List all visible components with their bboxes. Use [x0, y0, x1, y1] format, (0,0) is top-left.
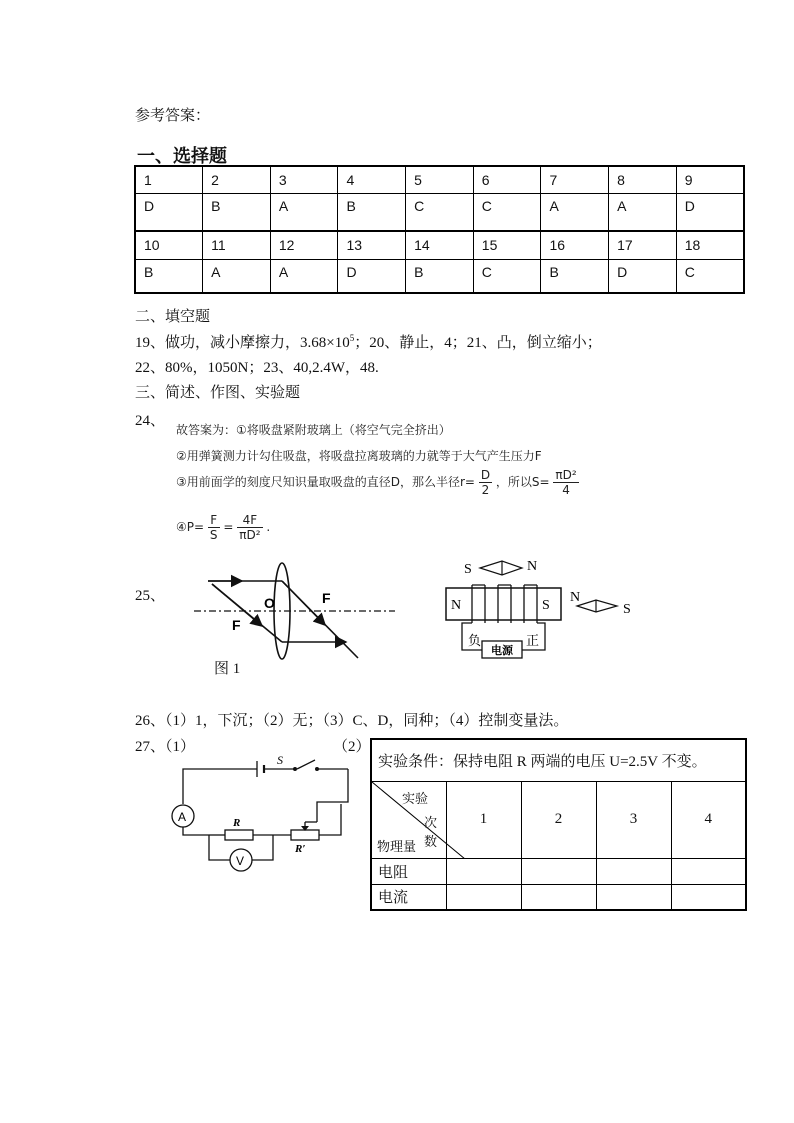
question-number: 2	[203, 166, 271, 193]
diagonal-label-quantity: 物理量	[377, 838, 417, 854]
section-fill-title: 二、填空题	[135, 309, 211, 325]
q26-answer: 26、（1）1，下沉；（2）无；（3）C、D，同种；（4）控制变量法。	[135, 713, 569, 729]
question-number: 12	[270, 231, 338, 259]
trial-number: 2	[521, 781, 596, 858]
q24-step-4	[176, 513, 270, 542]
row-label-current: 电流	[371, 884, 446, 910]
table-row	[135, 166, 744, 193]
question-number: 6	[473, 166, 541, 193]
numerator: πD²	[555, 468, 577, 482]
wire	[183, 827, 209, 835]
table-row	[135, 193, 744, 231]
trial-number: 4	[671, 781, 746, 858]
question-number: 7	[541, 166, 609, 193]
fill-answer-line-1	[135, 331, 602, 352]
numerator: D	[480, 468, 491, 482]
empty-cell	[521, 858, 596, 884]
focus-label: F	[232, 617, 241, 633]
power-label: 电源	[491, 644, 513, 657]
answer-cell: C	[473, 259, 541, 293]
fraction-pressure	[208, 513, 220, 542]
question-number: 10	[135, 231, 203, 259]
answer-cell: A	[541, 193, 609, 231]
switch-lever	[297, 760, 315, 769]
core-pole-label: S	[542, 598, 550, 613]
denominator: S	[209, 528, 218, 542]
fraction-radius	[479, 468, 492, 497]
answer-cell: B	[541, 259, 609, 293]
q25-label: 25、	[135, 588, 166, 604]
wire	[209, 835, 230, 860]
table-row	[135, 259, 744, 293]
q24-label: 24、	[135, 413, 166, 429]
empty-cell	[446, 884, 521, 910]
page-heading: 参考答案：	[135, 108, 211, 124]
trial-number: 1	[446, 781, 521, 858]
wire	[183, 769, 257, 804]
answer-cell: A	[203, 259, 271, 293]
wire	[319, 804, 341, 835]
table-row	[371, 739, 746, 781]
numerator: 4F	[237, 513, 262, 528]
empty-cell	[521, 884, 596, 910]
q27-label: 27、（1）	[135, 739, 196, 755]
question-number: 11	[203, 231, 271, 259]
diagonal-label-count: 次数	[424, 814, 438, 849]
fill-answer-line-2: 22、80%，1050N；23、40,2.4W，48.	[135, 360, 379, 376]
answer-cell: A	[609, 193, 677, 231]
period: .	[266, 520, 271, 534]
q24-step-4-text: ④P=	[176, 520, 205, 534]
answer-cell: A	[270, 259, 338, 293]
answer-cell: D	[676, 193, 744, 231]
question-number: 13	[338, 231, 406, 259]
needle-pole-label: S	[623, 602, 631, 617]
question-number: 8	[609, 166, 677, 193]
question-number: 17	[609, 231, 677, 259]
q27-part2-label: （2）	[333, 739, 371, 755]
terminal-negative-label: 负	[468, 634, 482, 649]
answer-cell: B	[203, 193, 271, 231]
circuit-diagram	[165, 752, 355, 882]
resistor-R	[225, 830, 253, 840]
needle-pole-label: N	[527, 559, 538, 574]
q24-step-3	[176, 468, 579, 497]
table-row	[371, 884, 746, 910]
denominator: 4	[562, 483, 570, 497]
row-label-resistance: 电阻	[371, 858, 446, 884]
rheostat	[291, 830, 319, 840]
fraction-pressure-result	[237, 513, 262, 542]
question-number: 1	[135, 166, 203, 193]
compass-needle-icon	[480, 561, 522, 575]
coil-windings	[472, 585, 537, 623]
denominator: 2	[481, 483, 490, 497]
answer-cell: C	[406, 193, 474, 231]
arrow-mark	[282, 581, 325, 625]
table-row	[135, 231, 744, 259]
experiment-record-table	[370, 738, 747, 911]
q24-step-1: 故答案为：①将吸盘紧附玻璃上（将空气完全挤出）	[176, 423, 451, 437]
answer-cell: D	[338, 259, 406, 293]
needle-pole-label: N	[570, 590, 581, 605]
figure-caption: 图 1	[214, 661, 241, 677]
answer-cell: D	[609, 259, 677, 293]
q24-step-3-text: ③用前面学的刻度尺知识量取吸盘的直径D，那么半径r=	[176, 475, 475, 489]
empty-cell	[671, 884, 746, 910]
optical-center-label: O	[264, 595, 275, 611]
diagonal-label-trial: 实验	[402, 790, 429, 806]
rheostat-label: R′	[295, 843, 306, 855]
empty-cell	[596, 858, 671, 884]
choice-answer-table	[134, 165, 745, 294]
exponent: 5	[349, 333, 355, 343]
question-number: 16	[541, 231, 609, 259]
answer-cell: A	[270, 193, 338, 231]
section-short-title: 三、简述、作图、实验题	[135, 385, 301, 401]
answer-cell: C	[473, 193, 541, 231]
question-number: 18	[676, 231, 744, 259]
answer-cell: D	[135, 193, 203, 231]
q24-step-2: ②用弹簧测力计勾住吸盘，将吸盘拉离玻璃的力就等于大气产生压力F	[176, 449, 542, 463]
switch-pivot	[293, 767, 297, 771]
numerator: F	[208, 513, 220, 528]
core-pole-label: N	[451, 598, 462, 613]
answer-cell: B	[338, 193, 406, 231]
empty-cell	[671, 858, 746, 884]
section-choice-title: 一、选择题	[137, 146, 227, 166]
question-number: 14	[406, 231, 474, 259]
answer-cell: C	[676, 259, 744, 293]
question-number: 9	[676, 166, 744, 193]
switch-label: S	[277, 753, 283, 767]
equals-sign: =	[223, 520, 234, 534]
question-number: 15	[473, 231, 541, 259]
question-number: 5	[406, 166, 474, 193]
table-row	[371, 858, 746, 884]
question-number: 4	[338, 166, 406, 193]
switch-contact	[315, 767, 319, 771]
trial-number: 3	[596, 781, 671, 858]
denominator: πD²	[239, 528, 261, 542]
answer-cell: B	[135, 259, 203, 293]
compass-needle-icon	[577, 600, 617, 612]
fraction-area	[553, 468, 578, 497]
fill-answer-text: 19、做功，减小摩擦力，3.68×10	[135, 335, 350, 351]
voltmeter-label: V	[236, 854, 245, 868]
wire	[252, 835, 273, 860]
empty-cell	[596, 884, 671, 910]
focus-label: F	[322, 590, 331, 606]
wire	[317, 769, 348, 822]
question-number: 3	[270, 166, 338, 193]
needle-pole-label: S	[464, 562, 472, 577]
resistor-label: R	[233, 817, 241, 829]
fill-answer-text: ；20、静止，4；21、凸，倒立缩小；	[354, 335, 602, 351]
answer-cell: B	[406, 259, 474, 293]
table-row	[371, 781, 746, 858]
electromagnet-diagram	[440, 555, 640, 665]
ammeter-label: A	[178, 810, 187, 824]
q24-step-3-mid: ，所以S=	[495, 475, 550, 489]
empty-cell	[446, 858, 521, 884]
experiment-condition: 实验条件：保持电阻 R 两端的电压 U=2.5V 不变。	[371, 739, 746, 781]
diagonal-header-cell	[371, 781, 446, 858]
terminal-positive-label: 正	[526, 634, 540, 649]
